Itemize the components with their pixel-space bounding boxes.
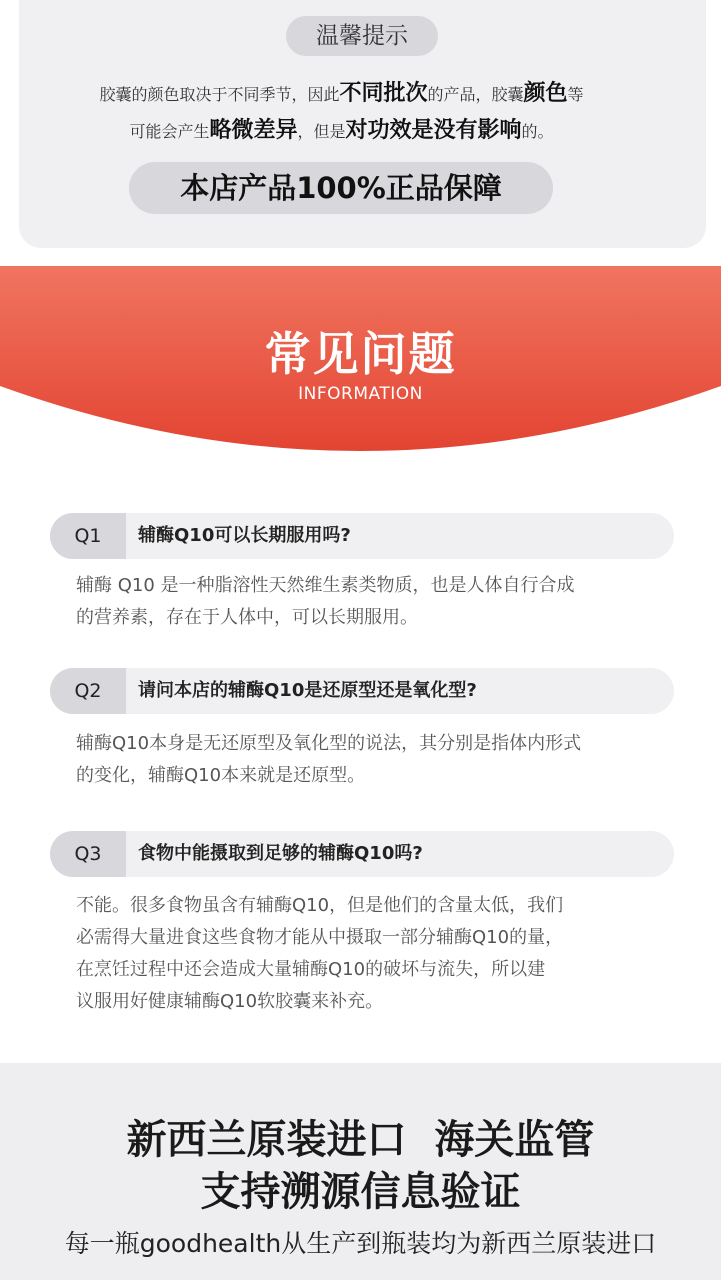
question-badge: Q1 xyxy=(50,513,126,559)
import-tagline: 每一瓶goodhealth从生产到瓶装均为新西兰原装进口 xyxy=(64,1229,657,1258)
faq-answer xyxy=(76,890,676,1018)
faq-question-row xyxy=(50,831,674,877)
faq-question-row xyxy=(50,668,674,714)
question-badge: Q2 xyxy=(50,668,126,714)
traceability-headline: 支持溯源信息验证 xyxy=(200,1169,521,1215)
question-text: 请问本店的辅酶Q10是还原型还是氧化型? xyxy=(138,680,477,701)
answer-line: 必需得大量进食这些食物才能从中摄取一部分辅酶Q10的量， xyxy=(76,927,564,948)
faq-answer xyxy=(76,570,676,634)
question-text: 食物中能摄取到足够的辅酶Q10吗? xyxy=(138,843,423,864)
guarantee-badge: 本店产品100%正品保障 xyxy=(129,162,553,214)
faq-answer xyxy=(76,728,676,792)
notice-title: 温馨提示 xyxy=(286,16,438,56)
answer-line: 辅酶 Q10 是一种脂溶性天然维生素类物质，也是人体自行合成 xyxy=(76,575,575,596)
faq-question-row xyxy=(50,513,674,559)
answer-line: 议服用好健康辅酶Q10软胶囊来补充。 xyxy=(76,991,384,1012)
faq-title: 常见问题 xyxy=(264,327,457,381)
import-headline: 新西兰原装进口 海关监管 xyxy=(126,1117,595,1163)
answer-line: 在烹饪过程中还会造成大量辅酶Q10的破坏与流失，所以建 xyxy=(76,959,546,980)
answer-line: 辅酶Q10本身是无还原型及氧化型的说法，其分别是指体内形式 xyxy=(76,733,582,754)
notice-line-1: 胶囊的颜色取决于不同季节，因此不同批次的产品，胶囊颜色等 xyxy=(99,81,584,106)
notice-line-2: 可能会产生略微差异，但是对功效是没有影响的。 xyxy=(129,118,554,143)
answer-line: 的营养素，存在于人体中，可以长期服用。 xyxy=(76,607,418,628)
answer-line: 不能。很多食物虽含有辅酶Q10，但是他们的含量太低，我们 xyxy=(76,895,564,916)
faq-subtitle: INFORMATION xyxy=(298,384,423,404)
question-text: 辅酶Q10可以长期服用吗? xyxy=(138,525,351,546)
question-badge: Q3 xyxy=(50,831,126,877)
answer-line: 的变化，辅酶Q10本来就是还原型。 xyxy=(76,765,366,786)
